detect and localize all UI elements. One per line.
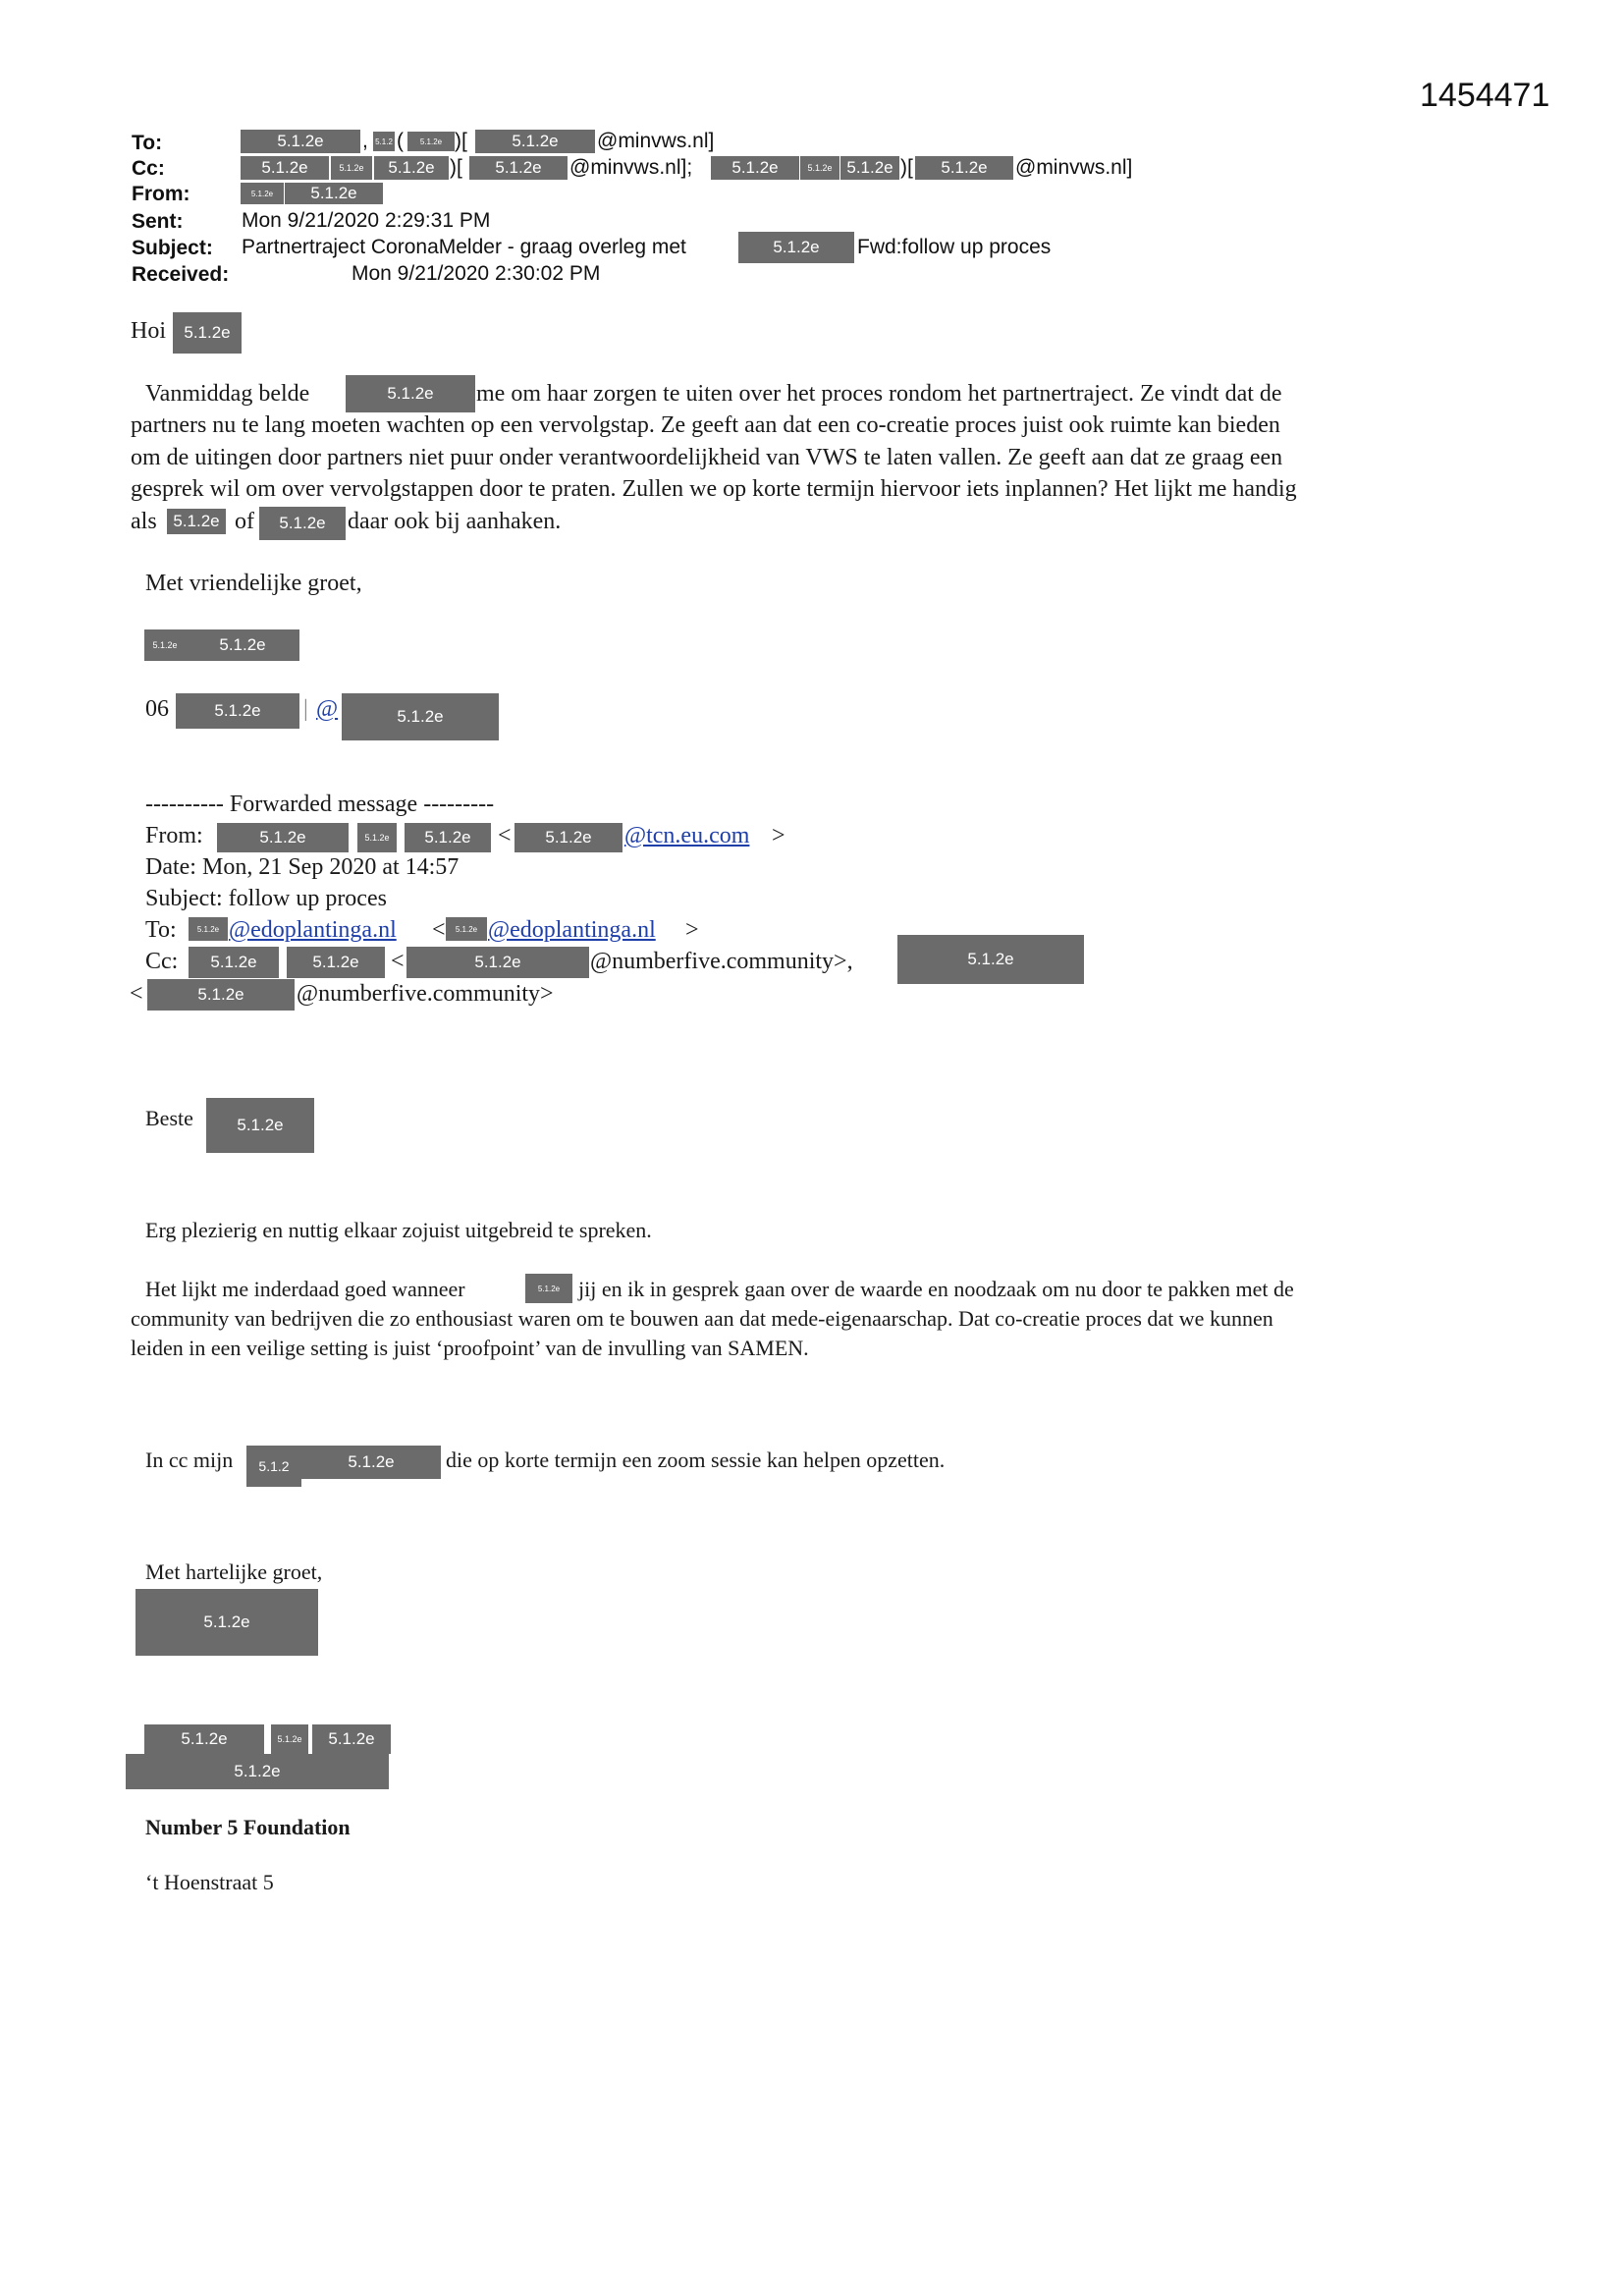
redaction-box: 5.1.2e: [800, 156, 839, 180]
received-value: Mon 9/21/2020 2:30:02 PM: [352, 262, 601, 285]
fwd-paragraph: Het lijkt me inderdaad goed wanneer: [145, 1277, 465, 1301]
subject-value: Partnertraject CoronaMelder - graag overleg met: [242, 236, 686, 258]
fwd-paragraph: In cc mijn: [145, 1448, 234, 1472]
greeting: Hoi: [131, 318, 166, 344]
from-label: From:: [132, 183, 190, 205]
redaction-box: 5.1.2e: [186, 629, 299, 661]
fwd-to-email[interactable]: @edoplantinga.nl: [488, 917, 656, 943]
fwd-to-bracket: <: [432, 917, 446, 943]
fwd-from-email[interactable]: @tcn.eu.com: [624, 823, 750, 848]
subject-label: Subject:: [132, 237, 213, 259]
fwd-cc-bracket: <: [391, 949, 405, 974]
redaction-box: 5.1.2e: [897, 935, 1084, 984]
redaction-box: 5.1.2e: [173, 312, 242, 354]
redaction-box: 5.1.2e: [126, 1754, 389, 1789]
redaction-box: 5.1.2e: [738, 232, 854, 263]
fwd-paragraph: jij en ik in gesprek gaan over de waarde en noodzaak om nu door te pakken met de: [578, 1277, 1294, 1301]
redaction-box: 5.1.2e: [189, 947, 279, 978]
redaction-box: 5.1.2e: [144, 1724, 264, 1754]
fwd-cc-label: Cc:: [145, 949, 179, 974]
paragraph-line: daar ook bij aanhaken.: [348, 509, 562, 534]
cc-separator: )[: [900, 156, 913, 179]
redaction-box: 5.1.2e: [514, 823, 623, 852]
redaction-box: 5.1.2e: [135, 1589, 318, 1656]
redaction-box: 5.1.2e: [287, 947, 385, 978]
fwd-cc-bracket: <: [130, 981, 143, 1007]
redaction-box: 5.1.2e: [915, 156, 1013, 180]
received-label: Received:: [132, 263, 230, 286]
fwd-to-label: To:: [145, 917, 177, 943]
redaction-box: 5.1.2e: [217, 823, 349, 852]
closing: Met vriendelijke groet,: [145, 571, 362, 596]
redaction-box: 5.1.2e: [525, 1274, 572, 1303]
fwd-paragraph: leiden in een veilige setting is juist ‘proofpoint’ van de invulling van SAMEN.: [131, 1336, 809, 1360]
fwd-subject: Subject: follow up proces: [145, 886, 387, 911]
redaction-box: 5.1.2e: [206, 1098, 314, 1153]
paragraph-line: gesprek wil om over vervolgstappen door te praten. Zullen we op korte termijn hiervoor iets inplannen? Het lijkt me handig: [131, 476, 1297, 502]
sent-label: Sent:: [132, 210, 184, 233]
fwd-cc-domain: @numberfive.community>: [297, 981, 554, 1007]
redaction-box: 5.1.2e: [259, 507, 346, 540]
fwd-cc-domain: @numberfive.community>,: [590, 949, 853, 974]
paragraph-line: me om haar zorgen te uiten over het proces rondom het partnertraject. Ze vindt dat de: [476, 381, 1282, 407]
redaction-box: 5.1.2e: [312, 1724, 391, 1754]
sent-value: Mon 9/21/2020 2:29:31 PM: [242, 209, 491, 232]
fwd-date: Date: Mon, 21 Sep 2020 at 14:57: [145, 854, 460, 880]
email-link[interactable]: @: [316, 696, 339, 722]
paragraph-line: als: [131, 509, 157, 534]
fwd-paragraph: die op korte termijn een zoom sessie kan helpen opzetten.: [446, 1448, 946, 1472]
redaction-box: 5.1.2e: [357, 823, 397, 852]
fwd-to-email[interactable]: @edoplantinga.nl: [229, 917, 397, 943]
cc-domain: @minvws.nl];: [569, 156, 693, 179]
redaction-box: 5.1.2: [373, 132, 395, 151]
redaction-box: 5.1.2e: [342, 693, 499, 740]
redaction-box: 5.1.2e: [374, 156, 449, 180]
cc-separator: )[: [450, 156, 462, 179]
redaction-box: 5.1.2e: [840, 156, 899, 180]
redaction-box: 5.1.2e: [285, 183, 383, 204]
redaction-box: 5.1.2e: [301, 1446, 441, 1479]
phone-separator: |: [303, 696, 308, 722]
redaction-box: 5.1.2e: [407, 132, 455, 151]
redaction-box: 5.1.2e: [241, 130, 360, 153]
redaction-box: 5.1.2e: [711, 156, 799, 180]
redaction-box: 5.1.2e: [189, 917, 228, 941]
redaction-box: 5.1.2e: [241, 183, 284, 204]
organization-name: Number 5 Foundation: [145, 1815, 351, 1839]
paragraph-line: om de uitingen door partners niet puur onder verantwoordelijkheid van VWS te laten vallen. Ze geeft aan dat ze graag een: [131, 445, 1283, 470]
redaction-box: 5.1.2e: [346, 375, 475, 412]
redaction-box: 5.1.2e: [144, 629, 186, 661]
fwd-to-bracket: >: [685, 917, 699, 943]
subject-suffix: Fwd:follow up proces: [857, 236, 1052, 258]
fwd-paragraph: community van bedrijven die zo enthousiast waren om te bouwen aan dat mede-eigenaarschap. Dat co-creatie proces dat we kunnen: [131, 1306, 1273, 1331]
fwd-closing: Met hartelijke groet,: [145, 1559, 323, 1584]
phone-prefix: 06: [145, 696, 169, 722]
cc-label: Cc:: [132, 157, 165, 180]
redaction-box: 5.1.2: [246, 1446, 301, 1487]
to-separator: ,: [362, 130, 368, 152]
cc-domain: @minvws.nl]: [1015, 156, 1133, 179]
redaction-box: 5.1.2e: [271, 1724, 308, 1754]
redaction-box: 5.1.2e: [446, 917, 487, 941]
paragraph-line: of: [235, 509, 254, 534]
fwd-from-bracket: <: [498, 823, 512, 848]
redaction-box: 5.1.2e: [167, 509, 226, 534]
document-id: 1454471: [1420, 77, 1550, 114]
fwd-paragraph: Erg plezierig en nuttig elkaar zojuist uitgebreid te spreken.: [145, 1218, 652, 1242]
redaction-box: 5.1.2e: [176, 693, 299, 729]
redaction-box: 5.1.2e: [475, 130, 595, 153]
fwd-from-bracket: >: [772, 823, 785, 848]
redaction-box: 5.1.2e: [147, 979, 295, 1011]
fwd-from-label: From:: [145, 823, 203, 848]
to-domain: @minvws.nl]: [597, 130, 715, 152]
redaction-box: 5.1.2e: [469, 156, 568, 180]
fwd-salutation: Beste: [145, 1106, 193, 1130]
to-separator: )[: [455, 130, 467, 152]
redaction-box: 5.1.2e: [241, 156, 329, 180]
forward-divider: ---------- Forwarded message ---------: [145, 792, 495, 817]
redaction-box: 5.1.2e: [405, 823, 491, 852]
to-separator: (: [397, 130, 404, 152]
redaction-box: 5.1.2e: [331, 156, 372, 180]
paragraph-line: partners nu te lang moeten wachten op een vervolgstap. Ze geeft aan dat een co-creatie proces juist ook ruimte kan bieden: [131, 412, 1280, 438]
redaction-box: 5.1.2e: [406, 947, 589, 978]
organization-address: ‘t Hoenstraat 5: [145, 1870, 274, 1894]
paragraph-line: Vanmiddag belde: [145, 381, 310, 407]
to-label: To:: [132, 132, 163, 154]
